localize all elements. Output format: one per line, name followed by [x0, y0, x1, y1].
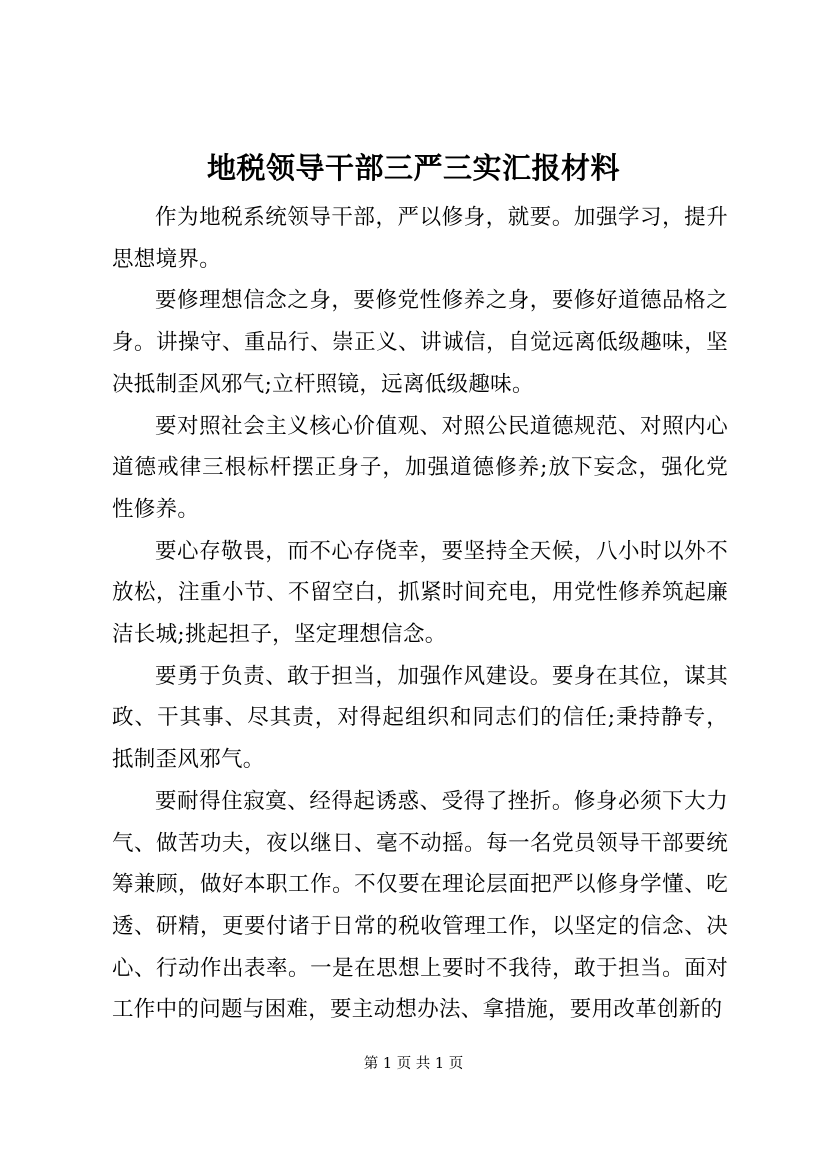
paragraph-1: 作为地税系统领导干部，严以修身，就要。加强学习，提升思想境界。	[112, 205, 728, 272]
paragraph-4: 要心存敬畏，而不心存侥幸，要坚持全天候，八小时以外不放松，注重小节、不留空白，抓紧时间充电，用党性修养筑起廉洁长城;挑起担子，坚定理想信念。	[112, 538, 728, 648]
document-title: 地税领导干部三严三实汇报材料	[206, 151, 620, 185]
document-body	[112, 197, 728, 1031]
paragraph-5: 要勇于负责、敢于担当，加强作风建设。要身在其位，谋其政、干其事、尽其责，对得起组织和同志们的信任;秉持静专，抵制歪风邪气。	[112, 663, 728, 773]
paragraph-3: 要对照社会主义核心价值观、对照公民道德规范、对照内心道德戒律三根标杆摆正身子，加强道德修养;放下妄念，强化党性修养。	[112, 413, 728, 522]
paragraph-6: 要耐得住寂寞、经得起诱惑、受得了挫折。修身必须下大力气、做苦功夫，夜以继日、毫不动摇。每一名党员领导干部要统筹兼顾，做好本职工作。不仅要在理论层面把严以修身学懂、吃透、研精，更要付诸于日常的税收管理工作，以坚定的信念、决心、行动作出表率。一是在思想上要时不我待，敢于担当。面对工作中的问题与困难，要主动想办法、拿措施，要用改革创新的	[112, 788, 728, 1023]
paragraph-2: 要修理想信念之身，要修党性修养之身，要修好道德品格之身。讲操守、重品行、崇正义、讲诚信，自觉远离低级趣味，坚决抵制歪风邪气;立杆照镜，远离低级趣味。	[112, 288, 728, 397]
page-footer: 第 1 页 共 1 页	[363, 1056, 464, 1072]
